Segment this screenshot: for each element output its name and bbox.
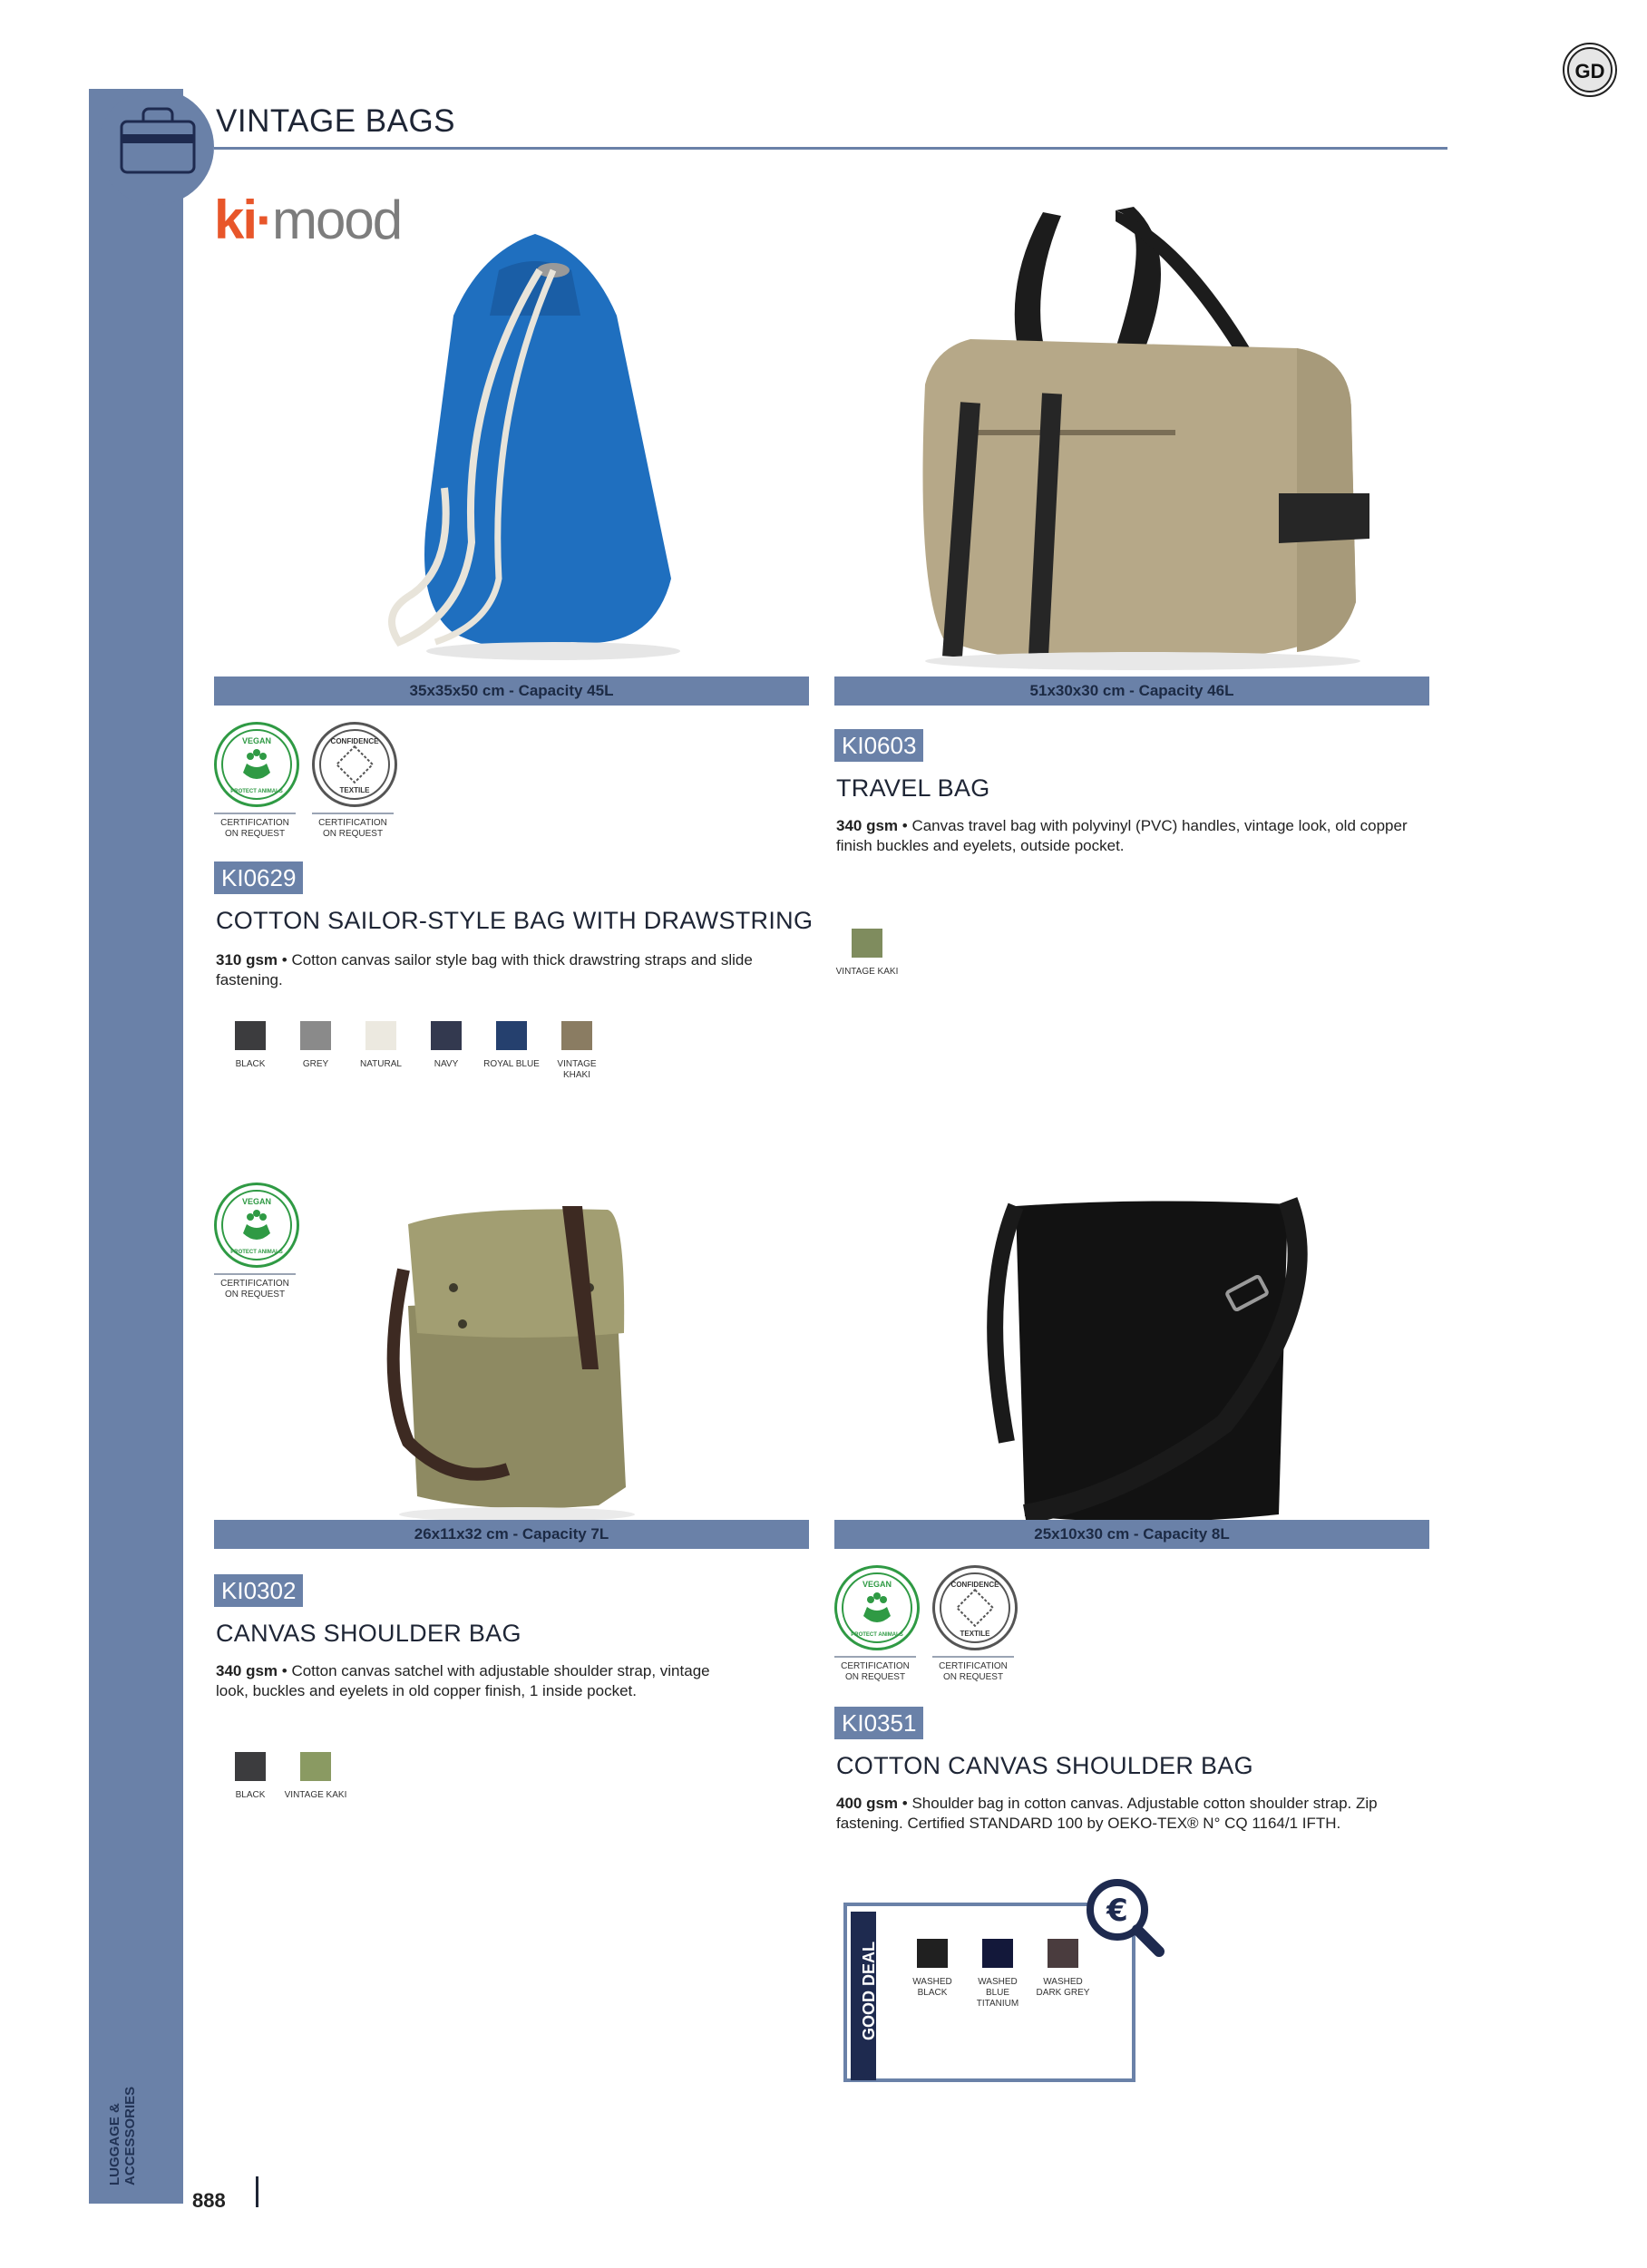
product-image-cotton-canvas-shoulder-bag xyxy=(970,1188,1315,1533)
vegan-badge-icon xyxy=(219,1188,294,1262)
brand-logo: ki·mood xyxy=(214,190,402,250)
title-divider xyxy=(214,147,1447,150)
certifications-row xyxy=(214,722,394,840)
good-deal-label: GOOD DEAL xyxy=(860,1941,878,2040)
textile-certification: CONFIDENCE TEXTILE CERTIFICATION ON REQUEST xyxy=(312,722,394,840)
certifications-row xyxy=(214,1183,296,1300)
color-swatch[interactable]: NAVY xyxy=(414,1021,479,1081)
vegan-badge-icon xyxy=(219,727,294,802)
color-swatch[interactable]: ROYAL BLUE xyxy=(479,1021,544,1081)
color-swatches xyxy=(218,1752,348,1801)
svg-text:TEXTILE: TEXTILE xyxy=(960,1630,990,1638)
product-description: 340 gsm • Cotton canvas satchel with adjustable shoulder strap, vintage look, buckles and eyelets in old copper finish, 1 inside pocket. xyxy=(216,1662,710,1699)
product-name: CANVAS SHOULDER BAG xyxy=(216,1620,521,1647)
vegan-certification: VEGAN PROTECT ANIMALS CERTIFICATION ON REQUEST xyxy=(214,1183,296,1300)
color-swatch[interactable]: GREY xyxy=(283,1021,348,1081)
textile-badge-icon xyxy=(938,1571,1012,1645)
category-sidebar xyxy=(89,89,183,2204)
color-swatch[interactable]: NATURAL xyxy=(348,1021,414,1081)
svg-text:PROTECT ANIMALS: PROTECT ANIMALS xyxy=(230,1250,283,1255)
product-ref: KI0302 xyxy=(214,1574,303,1607)
color-swatches xyxy=(900,1939,1096,2010)
vegan-certification: VEGAN PROTECT ANIMALS CERTIFICATION ON REQUEST xyxy=(834,1565,916,1683)
color-swatch[interactable]: VINTAGE KAKI xyxy=(283,1752,348,1801)
category-tab xyxy=(98,89,214,205)
catalogue-logo xyxy=(1562,42,1618,98)
product-description: 340 gsm • Canvas travel bag with polyvinyl (PVC) handles, vintage look, old copper finish buckles and eyelets, outside pocket. xyxy=(836,817,1408,854)
product-name: COTTON CANVAS SHOULDER BAG xyxy=(836,1752,1253,1779)
product-description: 400 gsm • Shoulder bag in cotton canvas. Adjustable cotton shoulder strap. Zip fastening. Certified STANDARD 100 by OEKO-TEX® N° CQ 1164/1 IFTH. xyxy=(836,1795,1378,1832)
page-number: 888 xyxy=(192,2189,226,2212)
svg-text:TEXTILE: TEXTILE xyxy=(339,786,370,794)
color-swatch[interactable]: WASHED BLACK xyxy=(900,1939,965,2010)
page-number-divider xyxy=(256,2176,258,2207)
certifications-row xyxy=(834,1565,1014,1683)
product-image-sailor-bag xyxy=(345,216,726,669)
svg-text:VEGAN: VEGAN xyxy=(241,1197,272,1206)
product-description: 310 gsm • Cotton canvas sailor style bag with thick drawstring straps and slide fastening. xyxy=(216,951,753,988)
color-swatch[interactable]: VINTAGE KHAKI xyxy=(544,1021,609,1081)
page-title: VINTAGE BAGS xyxy=(216,103,456,139)
dimension-bar: 25x10x30 cm - Capacity 8L xyxy=(834,1520,1429,1549)
product-name: COTTON SAILOR-STYLE BAG WITH DRAWSTRING xyxy=(216,907,814,934)
product-image-travel-bag xyxy=(898,203,1379,675)
product-name: TRAVEL BAG xyxy=(836,774,990,802)
svg-text:CONFIDENCE: CONFIDENCE xyxy=(950,1581,999,1589)
color-swatch[interactable]: VINTAGE KAKI xyxy=(834,929,900,978)
svg-text:VEGAN: VEGAN xyxy=(862,1580,892,1589)
color-swatch[interactable]: WASHED BLUE TITANIUM xyxy=(965,1939,1030,2010)
product-ref: KI0603 xyxy=(834,729,923,762)
color-swatch[interactable]: BLACK xyxy=(218,1752,283,1801)
color-swatches xyxy=(834,929,900,978)
color-swatches xyxy=(218,1021,609,1081)
svg-text:PROTECT ANIMALS: PROTECT ANIMALS xyxy=(851,1632,903,1638)
dimension-bar: 51x30x30 cm - Capacity 46L xyxy=(834,677,1429,706)
dimension-bar: 26x11x32 cm - Capacity 7L xyxy=(214,1520,809,1549)
vegan-certification: VEGAN PROTECT ANIMALS CERTIFICATION ON REQUEST xyxy=(214,722,296,840)
svg-text:CONFIDENCE: CONFIDENCE xyxy=(330,737,379,745)
bag-icon xyxy=(98,89,214,205)
color-swatch[interactable]: BLACK xyxy=(218,1021,283,1081)
textile-badge-icon xyxy=(317,727,392,802)
product-ref: KI0351 xyxy=(834,1707,923,1739)
svg-text:€: € xyxy=(1106,1893,1128,1929)
vegan-badge-icon xyxy=(840,1571,914,1645)
svg-text:PROTECT ANIMALS: PROTECT ANIMALS xyxy=(230,789,283,794)
catalogue-logo-text: GD xyxy=(1574,60,1605,83)
product-image-canvas-shoulder-bag xyxy=(381,1197,653,1523)
sidebar-category-label: LUGGAGE & ACCESSORIES xyxy=(107,2086,138,2185)
product-ref: KI0629 xyxy=(214,861,303,894)
svg-text:VEGAN: VEGAN xyxy=(241,736,272,745)
color-swatch[interactable]: WASHED DARK GREY xyxy=(1030,1939,1096,2010)
dimension-bar: 35x35x50 cm - Capacity 45L xyxy=(214,677,809,706)
textile-certification: CONFIDENCE TEXTILE CERTIFICATION ON REQUEST xyxy=(932,1565,1014,1683)
